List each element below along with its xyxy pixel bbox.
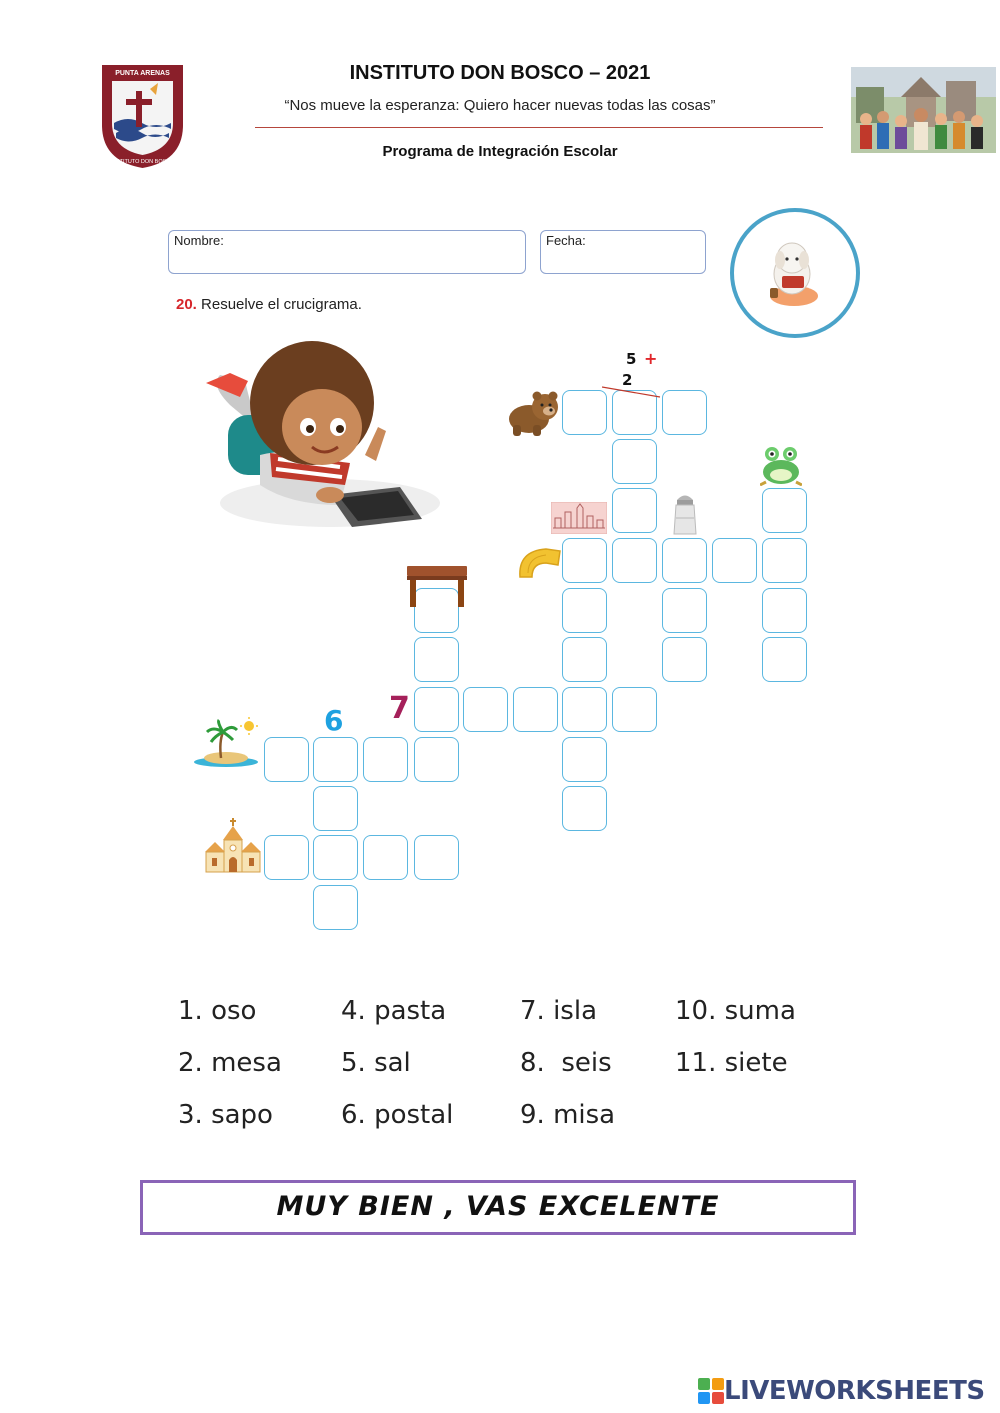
church-icon	[203, 818, 263, 874]
word-list-item: 7. isla	[520, 996, 597, 1026]
feedback-banner	[140, 1180, 856, 1235]
crossword-cell[interactable]	[612, 488, 657, 533]
clue-number-7: 7	[389, 691, 410, 726]
date-label: Fecha:	[546, 233, 586, 248]
school-title: INSTITUTO DON BOSCO – 2021	[349, 62, 651, 84]
word-list-item: 8. seis	[520, 1048, 612, 1078]
word-list-item: 1. oso	[178, 996, 257, 1026]
crossword-cell[interactable]	[562, 786, 607, 831]
word-list-item: 10. suma	[675, 996, 796, 1026]
crossword-cell[interactable]	[562, 637, 607, 682]
word-list-item: 11. siete	[675, 1048, 788, 1078]
crossword-cell[interactable]	[414, 637, 459, 682]
crossword-cell[interactable]	[612, 538, 657, 583]
crossword-cell[interactable]	[562, 737, 607, 782]
boy-with-tablet	[200, 335, 440, 535]
crossword-cell[interactable]	[313, 737, 358, 782]
crossword-cell[interactable]	[662, 637, 707, 682]
feedback-text: MUY BIEN , VAS EXCELENTE	[276, 1191, 720, 1222]
crossword-cell[interactable]	[762, 488, 807, 533]
island-icon	[193, 716, 259, 768]
word-list-item: 5. sal	[341, 1048, 411, 1078]
instruction-number: 20.	[176, 296, 197, 313]
clue-number-5: 5	[626, 350, 637, 368]
bear-icon	[505, 385, 563, 437]
crossword-cell[interactable]	[562, 588, 607, 633]
crossword-cell[interactable]	[562, 538, 607, 583]
crossword-cell[interactable]	[612, 439, 657, 484]
crossword-cell[interactable]	[762, 538, 807, 583]
crossword-cell[interactable]	[662, 390, 707, 435]
crossword-cell[interactable]	[762, 637, 807, 682]
pasta-icon	[516, 545, 562, 581]
frog-icon	[760, 444, 802, 486]
school-motto: “Nos mueve la esperanza: Quiero hacer nuevas todas las cosas”	[284, 97, 716, 114]
name-label: Nombre:	[174, 233, 224, 248]
crossword-cell[interactable]	[313, 786, 358, 831]
crossword-cell[interactable]	[562, 687, 607, 732]
crossword-cell[interactable]	[662, 588, 707, 633]
crossword-cell[interactable]	[264, 737, 309, 782]
crossword-cell[interactable]	[414, 835, 459, 880]
crossword-cell[interactable]	[463, 687, 508, 732]
crossword-cell[interactable]	[414, 737, 459, 782]
crossword-cell[interactable]	[762, 588, 807, 633]
word-list-item: 2. mesa	[178, 1048, 282, 1078]
crossword-cell[interactable]	[513, 687, 558, 732]
crossword-cell[interactable]	[662, 538, 707, 583]
name-field[interactable]	[168, 230, 526, 274]
program-name: Programa de Integración Escolar	[382, 143, 618, 160]
logo-top-text: PUNTA ARENAS	[115, 70, 170, 77]
liveworksheets-logo-icon	[698, 1378, 724, 1404]
clue-mark-plus: +	[644, 349, 658, 368]
school-logo	[100, 63, 185, 170]
word-list-item: 6. postal	[341, 1100, 454, 1130]
instruction	[176, 296, 362, 313]
crossword-cell[interactable]	[562, 390, 607, 435]
date-field[interactable]	[540, 230, 706, 274]
students-photo	[851, 67, 996, 153]
crossword-cell[interactable]	[712, 538, 757, 583]
liveworksheets-wordmark: LIVEWORKSHEETS	[724, 1376, 985, 1406]
red-pen-line	[602, 385, 662, 399]
word-list-item: 4. pasta	[341, 996, 447, 1026]
instruction-text: Resuelve el crucigrama.	[196, 296, 362, 313]
header-divider	[255, 127, 823, 128]
postcard-icon	[551, 502, 607, 534]
word-list-item: 3. sapo	[178, 1100, 273, 1130]
word-list-item: 9. misa	[520, 1100, 616, 1130]
liveworksheets-brand[interactable]	[698, 1376, 985, 1406]
crossword-cell[interactable]	[612, 687, 657, 732]
salt-shaker-icon	[671, 492, 699, 536]
crossword-cell[interactable]	[313, 885, 358, 930]
clue-number-2: 2	[622, 371, 633, 389]
crossword-cell[interactable]	[414, 687, 459, 732]
logo-ring-text: INSTITUTO DON BOSCO	[110, 159, 175, 165]
crossword-cell[interactable]	[264, 835, 309, 880]
crossword-cell[interactable]	[363, 835, 408, 880]
puppy-reading-badge	[730, 208, 860, 338]
crossword-cell[interactable]	[363, 737, 408, 782]
crossword-cell[interactable]	[313, 835, 358, 880]
table-icon	[405, 564, 469, 608]
clue-number-6: 6	[324, 704, 344, 737]
